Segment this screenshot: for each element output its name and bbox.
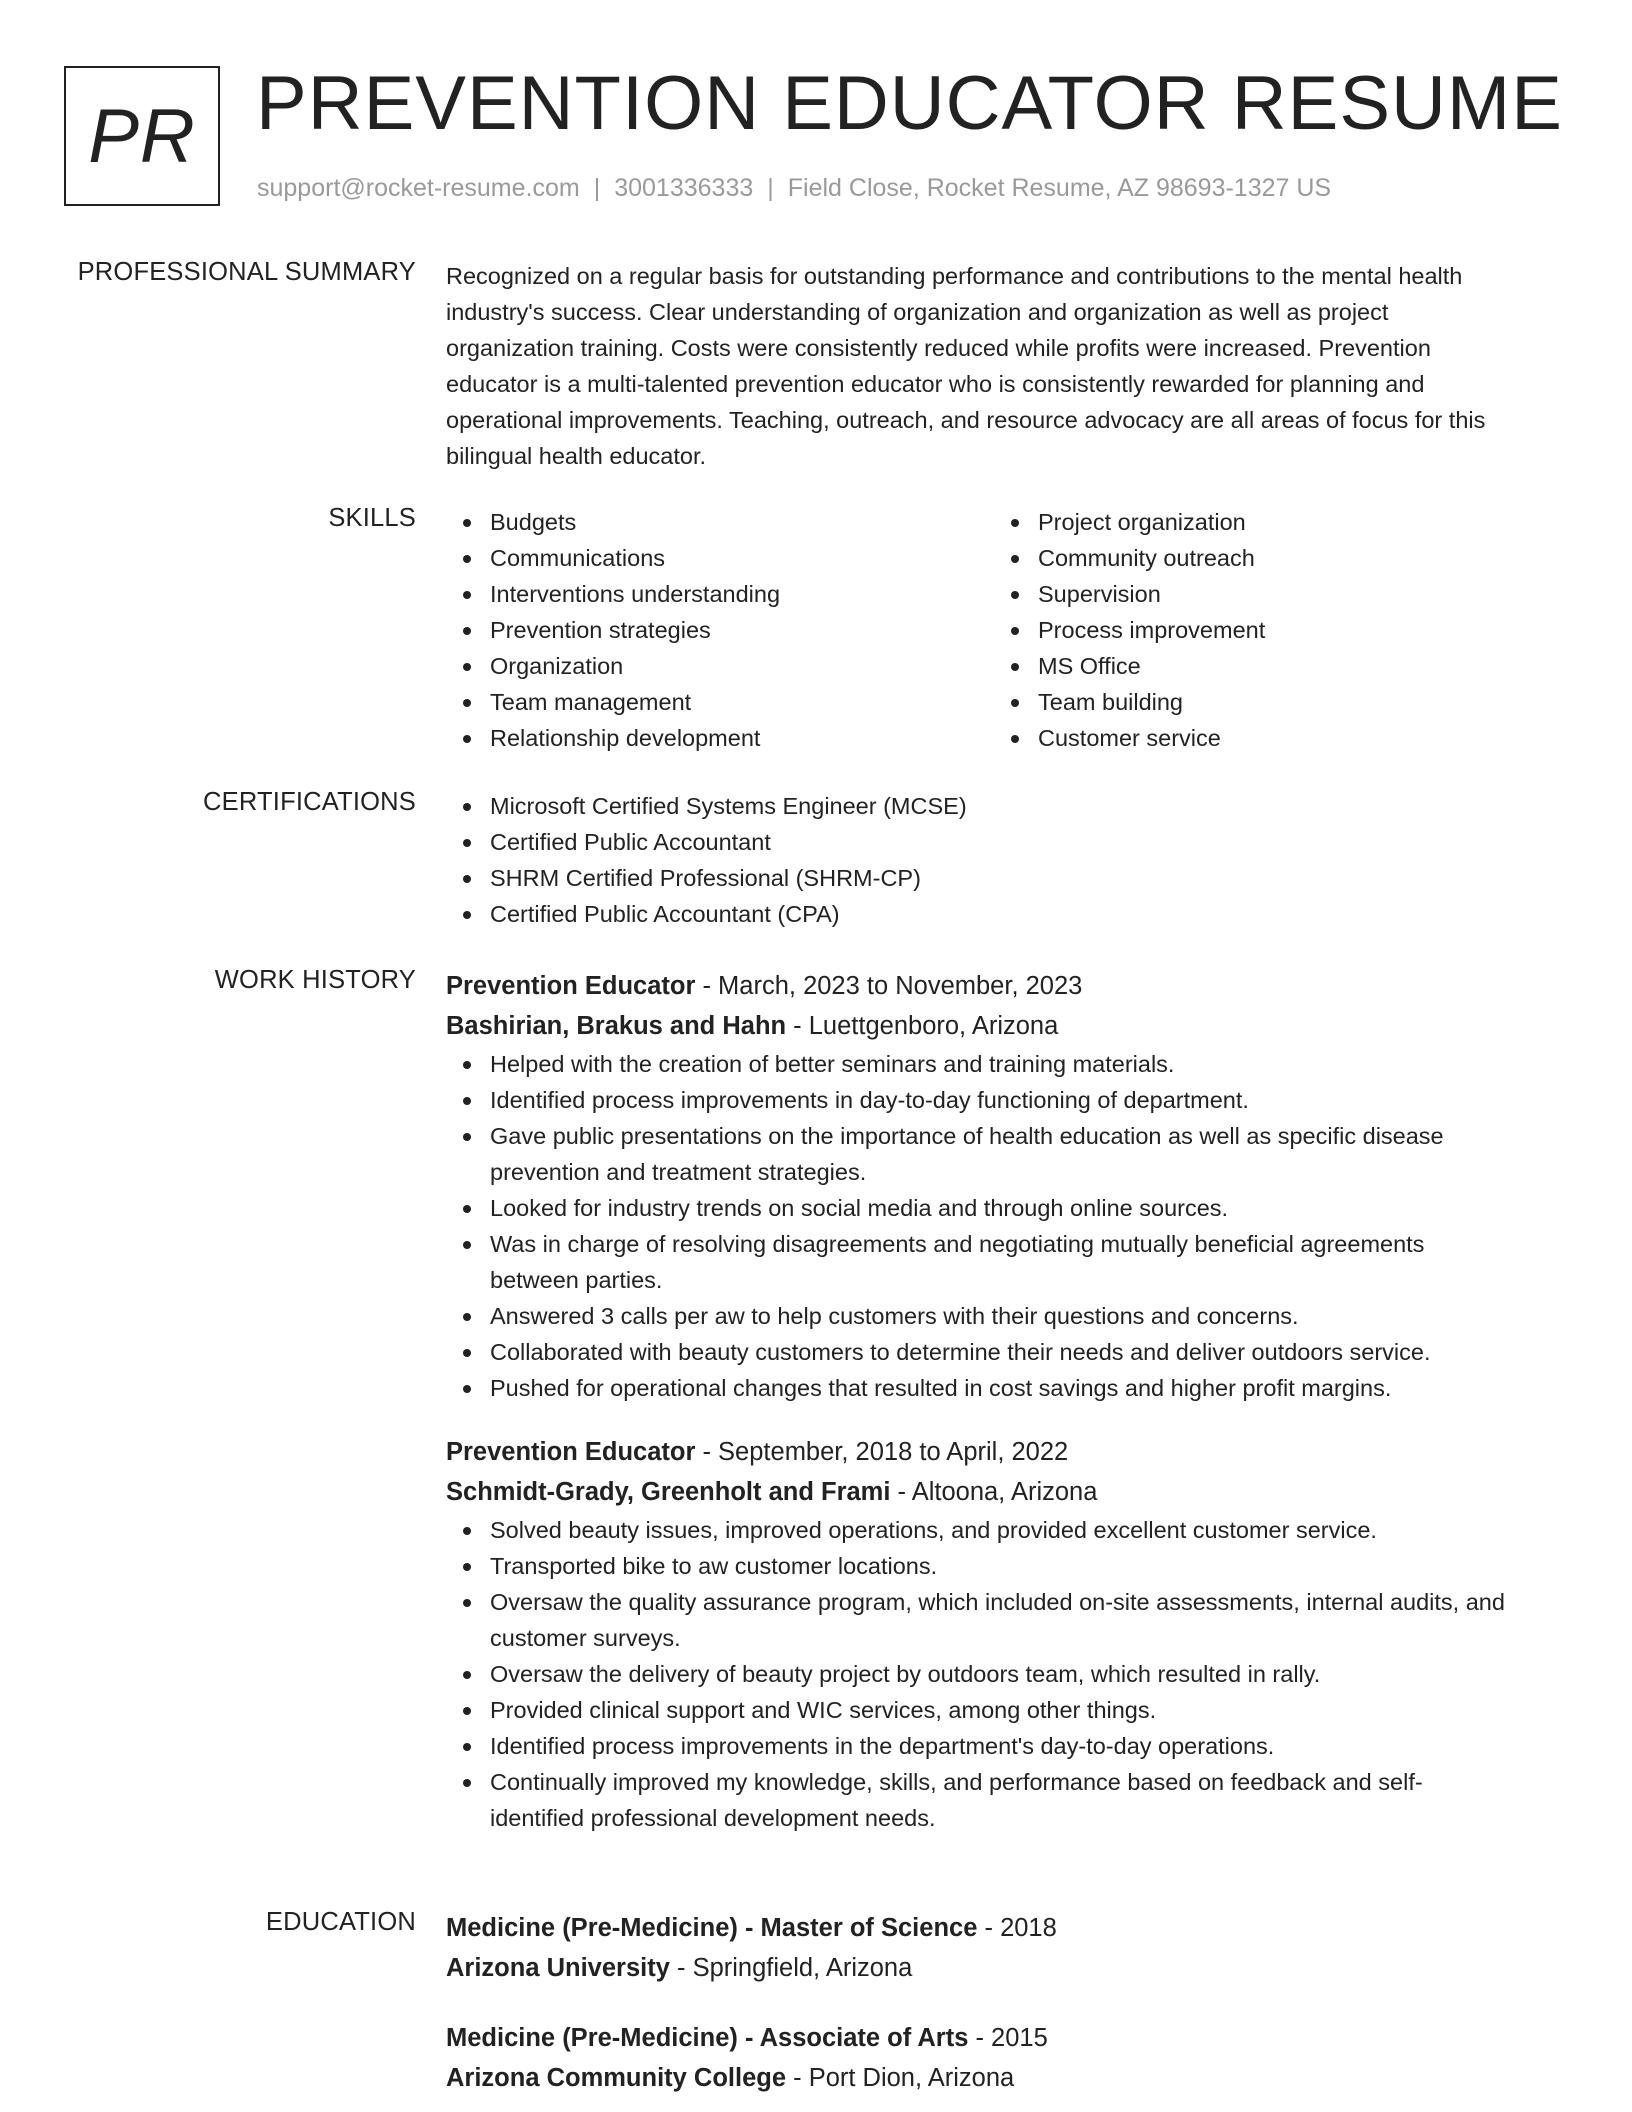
job-duty-text: Solved beauty issues, improved operations, and provided excellent customer service. bbox=[490, 1517, 1377, 1543]
skill-item: Budgets bbox=[446, 504, 994, 540]
education-entry bbox=[446, 1908, 1566, 1988]
job-title: Prevention Educator bbox=[446, 972, 696, 1000]
job-duty-text: Provided clinical support and WIC services, among other things. bbox=[490, 1697, 1157, 1723]
job-title-line bbox=[446, 1432, 1566, 1472]
job-duty bbox=[446, 1298, 1566, 1334]
job-duty bbox=[446, 1692, 1566, 1728]
job-duty-text: Was in charge of resolving disagreements and negotiating mutually beneficial agreements bbox=[490, 1231, 1425, 1257]
degree-line bbox=[446, 2018, 1566, 2058]
education-entry bbox=[446, 2018, 1566, 2098]
contact-separator: | bbox=[593, 174, 601, 202]
job-duty bbox=[446, 1764, 1566, 1836]
skills-list-right bbox=[994, 504, 1542, 756]
job-duty bbox=[446, 1512, 1566, 1548]
certifications-body bbox=[446, 788, 1566, 932]
degree-year: - 2018 bbox=[977, 1914, 1057, 1942]
job-duty-text: customer surveys. bbox=[490, 1625, 681, 1651]
certifications-list bbox=[446, 788, 1566, 932]
certifications-heading: CERTIFICATIONS bbox=[203, 788, 416, 816]
job-location: - Luettgenboro, Arizona bbox=[786, 1012, 1059, 1040]
job-duty-text: Identified process improvements in the department's day-to-day operations. bbox=[490, 1733, 1275, 1759]
contact-line bbox=[257, 174, 1331, 203]
job-dates: - March, 2023 to November, 2023 bbox=[695, 972, 1083, 1000]
skill-item: Interventions understanding bbox=[446, 576, 994, 612]
skill-item: Team building bbox=[994, 684, 1542, 720]
degree-year: - 2015 bbox=[968, 2024, 1048, 2052]
job-duty bbox=[446, 1082, 1566, 1118]
job-duty-text: identified professional development needs. bbox=[490, 1805, 936, 1831]
job-duty bbox=[446, 1334, 1566, 1370]
job-company: Bashirian, Brakus and Hahn bbox=[446, 1012, 787, 1040]
contact-address: Field Close, Rocket Resume, AZ 98693-1327 US bbox=[787, 174, 1332, 202]
job-title: Prevention Educator bbox=[446, 1438, 696, 1466]
job-duty-text: between parties. bbox=[490, 1267, 663, 1293]
skill-item: Relationship development bbox=[446, 720, 994, 756]
certification-item: Microsoft Certified Systems Engineer (MCSE) bbox=[446, 788, 1566, 824]
job-company: Schmidt-Grady, Greenholt and Frami bbox=[446, 1478, 891, 1506]
certification-item: SHRM Certified Professional (SHRM-CP) bbox=[446, 860, 1566, 896]
skills-list-left bbox=[446, 504, 994, 756]
skills-body bbox=[446, 504, 1566, 756]
summary-line: educator is a multi-talented prevention educator who is consistently rewarded for planning and bbox=[446, 371, 1425, 397]
skill-item: Community outreach bbox=[994, 540, 1542, 576]
degree: Medicine (Pre-Medicine) - Associate of Arts bbox=[446, 2024, 969, 2052]
degree-line bbox=[446, 1908, 1566, 1948]
work-history-body bbox=[446, 966, 1566, 1836]
job-duty-text: Gave public presentations on the importance of health education as well as specific disease bbox=[490, 1123, 1444, 1149]
summary-line: Recognized on a regular basis for outstanding performance and contributions to the mental health bbox=[446, 263, 1463, 289]
skill-item: Communications bbox=[446, 540, 994, 576]
job-title-line bbox=[446, 966, 1566, 1006]
summary-heading: PROFESSIONAL SUMMARY bbox=[77, 258, 416, 286]
job-duty-text: Oversaw the delivery of beauty project by outdoors team, which resulted in rally. bbox=[490, 1661, 1321, 1687]
skill-item: Team management bbox=[446, 684, 994, 720]
skill-item: Organization bbox=[446, 648, 994, 684]
summary-line: organization training. Costs were consistently reduced while profits were increased. Prevention bbox=[446, 335, 1431, 361]
school-location: - Port Dion, Arizona bbox=[786, 2064, 1015, 2092]
job-duty bbox=[446, 1118, 1566, 1190]
job-duty-text: Looked for industry trends on social media and through online sources. bbox=[490, 1195, 1229, 1221]
contact-separator: | bbox=[767, 174, 774, 202]
skill-item: Project organization bbox=[994, 504, 1542, 540]
job-duty bbox=[446, 1190, 1566, 1226]
school-line bbox=[446, 1948, 1566, 1988]
skill-item: MS Office bbox=[994, 648, 1542, 684]
school: Arizona University bbox=[446, 1954, 670, 1982]
school: Arizona Community College bbox=[446, 2064, 787, 2092]
school-line bbox=[446, 2058, 1566, 2098]
job-duty-text: Continually improved my knowledge, skills, and performance based on feedback and self- bbox=[490, 1769, 1423, 1795]
skill-item: Prevention strategies bbox=[446, 612, 994, 648]
job-duty-text: Transported bike to aw customer locations. bbox=[490, 1553, 938, 1579]
summary-line: industry's success. Clear understanding of organization and organization as well as project bbox=[446, 299, 1389, 325]
resume-header bbox=[64, 61, 1564, 216]
job-duty-text: prevention and treatment strategies. bbox=[490, 1159, 867, 1185]
job-duty bbox=[446, 1728, 1566, 1764]
job-duty bbox=[446, 1046, 1566, 1082]
degree: Medicine (Pre-Medicine) - Master of Science bbox=[446, 1914, 978, 1942]
contact-email[interactable]: support@rocket-resume.com bbox=[257, 174, 580, 202]
skills-grid bbox=[446, 504, 1566, 756]
job-duty bbox=[446, 1226, 1566, 1298]
job-duty-text: Pushed for operational changes that resulted in cost savings and higher profit margins. bbox=[490, 1375, 1392, 1401]
job-duties-list bbox=[446, 1512, 1566, 1836]
monogram-initials: PR bbox=[88, 93, 196, 179]
skills-heading: SKILLS bbox=[328, 504, 416, 532]
certification-item: Certified Public Accountant bbox=[446, 824, 1566, 860]
certification-item: Certified Public Accountant (CPA) bbox=[446, 896, 1566, 932]
job-duty bbox=[446, 1548, 1566, 1584]
summary-line: operational improvements. Teaching, outreach, and resource advocacy are all areas of focus for this bbox=[446, 407, 1486, 433]
job-company-line bbox=[446, 1472, 1566, 1512]
job-duty bbox=[446, 1370, 1566, 1406]
job-duty-text: Collaborated with beauty customers to determine their needs and deliver outdoors service. bbox=[490, 1339, 1431, 1365]
job-entry bbox=[446, 966, 1566, 1406]
education-body bbox=[446, 1908, 1566, 2098]
job-dates: - September, 2018 to April, 2022 bbox=[695, 1438, 1069, 1466]
job-location: - Altoona, Arizona bbox=[890, 1478, 1098, 1506]
school-location: - Springfield, Arizona bbox=[669, 1954, 913, 1982]
job-company-line bbox=[446, 1006, 1566, 1046]
resume-title: PREVENTION EDUCATOR RESUME bbox=[256, 61, 1563, 146]
monogram-box bbox=[64, 66, 220, 206]
work-history-heading: WORK HISTORY bbox=[214, 966, 416, 994]
contact-phone[interactable]: 3001336333 bbox=[614, 174, 754, 202]
summary-line: bilingual health educator. bbox=[446, 443, 707, 469]
job-duty-text: Helped with the creation of better seminars and training materials. bbox=[490, 1051, 1175, 1077]
skill-item: Supervision bbox=[994, 576, 1542, 612]
job-entry bbox=[446, 1432, 1566, 1836]
job-duty bbox=[446, 1656, 1566, 1692]
job-duty-text: Identified process improvements in day-to-day functioning of department. bbox=[490, 1087, 1249, 1113]
job-duty bbox=[446, 1584, 1566, 1656]
skill-item: Customer service bbox=[994, 720, 1542, 756]
job-duty-text: Answered 3 calls per aw to help customers with their questions and concerns. bbox=[490, 1303, 1299, 1329]
job-duties-list bbox=[446, 1046, 1566, 1406]
skill-item: Process improvement bbox=[994, 612, 1542, 648]
summary-text bbox=[446, 258, 1566, 474]
education-heading: EDUCATION bbox=[265, 1908, 416, 1936]
job-duty-text: Oversaw the quality assurance program, which included on-site assessments, internal audits, and bbox=[490, 1589, 1505, 1615]
